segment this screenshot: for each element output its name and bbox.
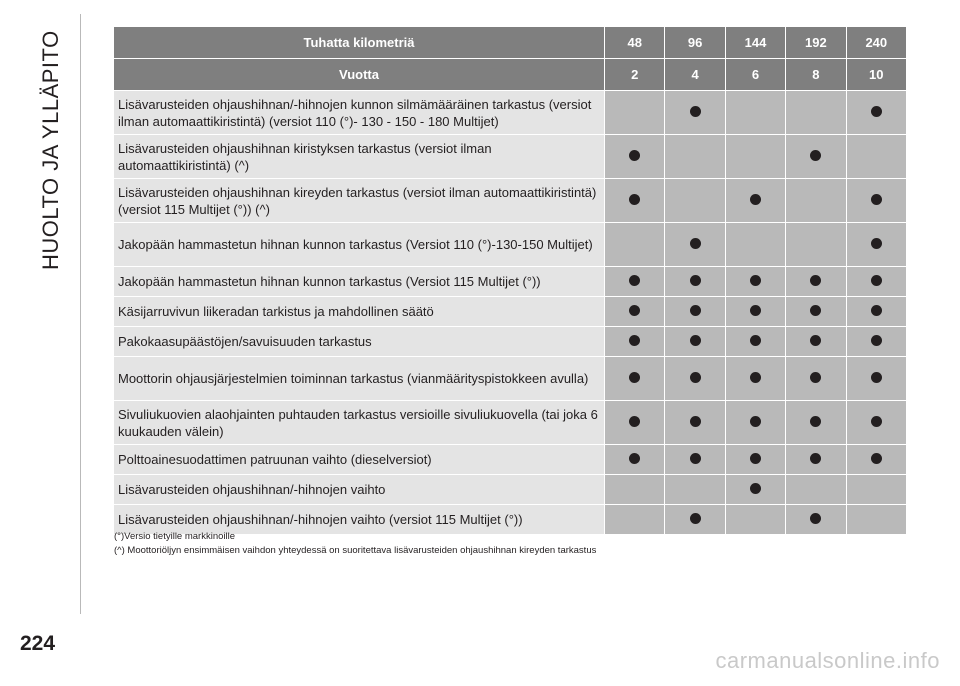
- schedule-cell: [604, 505, 664, 535]
- schedule-cell: [725, 91, 785, 135]
- schedule-cell: [664, 297, 724, 327]
- schedule-cell: [725, 401, 785, 445]
- scheduled-dot-icon: [629, 305, 640, 316]
- schedule-cell: [725, 135, 785, 179]
- scheduled-dot-icon: [690, 238, 701, 249]
- scheduled-dot-icon: [750, 416, 761, 427]
- schedule-cell: [664, 179, 724, 223]
- table-row: [114, 357, 906, 401]
- scheduled-dot-icon: [810, 150, 821, 161]
- scheduled-dot-icon: [690, 372, 701, 383]
- task-description: Lisävarusteiden ohjaushihnan kiristyksen tarkastus (versiot ilman automaattikiristintä) (^): [114, 135, 604, 179]
- schedule-cell: [604, 297, 664, 327]
- task-description: Moottorin ohjausjärjestelmien toiminnan tarkastus (vianmäärityspistokkeen avulla): [114, 357, 604, 401]
- task-description: Sivuliukuovien alaohjainten puhtauden tarkastus versioille sivuliukuovella (tai joka 6 kuukauden välein): [114, 401, 604, 445]
- scheduled-dot-icon: [871, 275, 882, 286]
- schedule-cell: [664, 401, 724, 445]
- header-row-km: [114, 27, 906, 59]
- table-row: [114, 327, 906, 357]
- schedule-cell: [604, 357, 664, 401]
- header-year-value: 8: [785, 59, 845, 91]
- schedule-cell: [725, 357, 785, 401]
- header-km-value: 48: [604, 27, 664, 59]
- scheduled-dot-icon: [871, 194, 882, 205]
- schedule-cell: [604, 475, 664, 505]
- schedule-cell: [604, 135, 664, 179]
- scheduled-dot-icon: [690, 305, 701, 316]
- scheduled-dot-icon: [750, 372, 761, 383]
- scheduled-dot-icon: [629, 335, 640, 346]
- schedule-cell: [785, 267, 845, 297]
- schedule-cell: [664, 505, 724, 535]
- task-description: Polttoainesuodattimen patruunan vaihto (dieselversiot): [114, 445, 604, 475]
- task-description: Jakopään hammastetun hihnan kunnon tarkastus (Versiot 110 (°)-130-150 Multijet): [114, 223, 604, 267]
- header-years-label: Vuotta: [114, 59, 604, 91]
- table-row: [114, 223, 906, 267]
- header-year-value: 10: [846, 59, 906, 91]
- schedule-cell: [785, 135, 845, 179]
- schedule-cell: [604, 91, 664, 135]
- table-row: [114, 135, 906, 179]
- scheduled-dot-icon: [629, 150, 640, 161]
- scheduled-dot-icon: [629, 416, 640, 427]
- header-row-years: [114, 59, 906, 91]
- schedule-cell: [785, 297, 845, 327]
- schedule-cell: [846, 297, 906, 327]
- table-row: [114, 475, 906, 505]
- header-km-value: 192: [785, 27, 845, 59]
- schedule-cell: [664, 327, 724, 357]
- schedule-cell: [664, 223, 724, 267]
- header-year-value: 2: [604, 59, 664, 91]
- schedule-cell: [785, 179, 845, 223]
- schedule-cell: [846, 505, 906, 535]
- scheduled-dot-icon: [690, 513, 701, 524]
- watermark-text: carmanualsonline.info: [715, 648, 940, 673]
- header-year-value: 6: [725, 59, 785, 91]
- task-description: Lisävarusteiden ohjaushihnan kireyden tarkastus (versiot ilman automaattikiristintä) (versiot 115 Multijet (°)) (^): [114, 179, 604, 223]
- schedule-cell: [846, 91, 906, 135]
- table-row: [114, 91, 906, 135]
- header-km-value: 96: [664, 27, 724, 59]
- schedule-cell: [785, 327, 845, 357]
- scheduled-dot-icon: [810, 453, 821, 464]
- scheduled-dot-icon: [810, 335, 821, 346]
- schedule-cell: [604, 179, 664, 223]
- task-description: Käsijarruvivun liikeradan tarkistus ja mahdollinen säätö: [114, 297, 604, 327]
- header-km-label: Tuhatta kilometriä: [114, 27, 604, 59]
- scheduled-dot-icon: [871, 106, 882, 117]
- task-description: Pakokaasupäästöjen/savuisuuden tarkastus: [114, 327, 604, 357]
- scheduled-dot-icon: [871, 335, 882, 346]
- schedule-cell: [604, 267, 664, 297]
- task-description: Lisävarusteiden ohjaushihnan/-hihnojen kunnon silmämääräinen tarkastus (versiot ilman automaattikiristintä) (versiot 110 (°)- 130 - 150 - 180 Multijet): [114, 91, 604, 135]
- section-divider: [80, 14, 81, 614]
- scheduled-dot-icon: [810, 416, 821, 427]
- scheduled-dot-icon: [810, 372, 821, 383]
- footnotes: [114, 530, 596, 558]
- scheduled-dot-icon: [690, 453, 701, 464]
- scheduled-dot-icon: [810, 275, 821, 286]
- scheduled-dot-icon: [690, 275, 701, 286]
- schedule-cell: [785, 445, 845, 475]
- task-description: Jakopään hammastetun hihnan kunnon tarkastus (Versiot 115 Multijet (°)): [114, 267, 604, 297]
- schedule-cell: [785, 223, 845, 267]
- table-row: [114, 401, 906, 445]
- scheduled-dot-icon: [871, 416, 882, 427]
- header-year-value: 4: [664, 59, 724, 91]
- schedule-cell: [846, 445, 906, 475]
- scheduled-dot-icon: [810, 305, 821, 316]
- scheduled-dot-icon: [690, 106, 701, 117]
- scheduled-dot-icon: [810, 513, 821, 524]
- scheduled-dot-icon: [871, 372, 882, 383]
- schedule-cell: [664, 357, 724, 401]
- schedule-cell: [725, 297, 785, 327]
- schedule-cell: [846, 327, 906, 357]
- schedule-cell: [725, 267, 785, 297]
- section-title: HUOLTO JA YLLÄPITO: [38, 30, 63, 270]
- schedule-cell: [846, 135, 906, 179]
- footnote: (°)Versio tietyille markkinoille: [114, 531, 235, 542]
- table-row: [114, 297, 906, 327]
- scheduled-dot-icon: [690, 416, 701, 427]
- scheduled-dot-icon: [750, 335, 761, 346]
- schedule-cell: [664, 475, 724, 505]
- scheduled-dot-icon: [750, 275, 761, 286]
- footnote: (^) Moottoriöljyn ensimmäisen vaihdon yhteydessä on suoritettava lisävarusteiden ohjaushihnan kireyden tarkastus: [114, 545, 597, 556]
- scheduled-dot-icon: [871, 238, 882, 249]
- schedule-cell: [846, 267, 906, 297]
- task-description: Lisävarusteiden ohjaushihnan/-hihnojen vaihto: [114, 475, 604, 505]
- schedule-cell: [785, 505, 845, 535]
- schedule-cell: [725, 445, 785, 475]
- scheduled-dot-icon: [629, 372, 640, 383]
- schedule-cell: [664, 267, 724, 297]
- scheduled-dot-icon: [629, 453, 640, 464]
- schedule-cell: [604, 445, 664, 475]
- table-row: [114, 445, 906, 475]
- header-km-value: 240: [846, 27, 906, 59]
- schedule-cell: [725, 223, 785, 267]
- scheduled-dot-icon: [629, 194, 640, 205]
- task-description: Lisävarusteiden ohjaushihnan/-hihnojen vaihto (versiot 115 Multijet (°)): [114, 505, 604, 535]
- schedule-cell: [725, 475, 785, 505]
- header-km-value: 144: [725, 27, 785, 59]
- schedule-cell: [725, 327, 785, 357]
- schedule-cell: [846, 475, 906, 505]
- scheduled-dot-icon: [871, 305, 882, 316]
- scheduled-dot-icon: [690, 335, 701, 346]
- schedule-cell: [604, 327, 664, 357]
- maintenance-schedule-table: [114, 27, 906, 535]
- scheduled-dot-icon: [750, 483, 761, 494]
- schedule-cell: [664, 91, 724, 135]
- schedule-cell: [785, 475, 845, 505]
- schedule-cell: [604, 401, 664, 445]
- schedule-cell: [846, 223, 906, 267]
- schedule-cell: [664, 135, 724, 179]
- scheduled-dot-icon: [871, 453, 882, 464]
- scheduled-dot-icon: [750, 453, 761, 464]
- page-number: 224: [20, 632, 56, 655]
- schedule-cell: [664, 445, 724, 475]
- scheduled-dot-icon: [750, 194, 761, 205]
- schedule-cell: [785, 91, 845, 135]
- schedule-cell: [725, 505, 785, 535]
- schedule-cell: [785, 401, 845, 445]
- schedule-cell: [604, 223, 664, 267]
- schedule-cell: [785, 357, 845, 401]
- schedule-cell: [846, 179, 906, 223]
- table-row: [114, 267, 906, 297]
- table-row: [114, 179, 906, 223]
- schedule-cell: [725, 179, 785, 223]
- scheduled-dot-icon: [750, 305, 761, 316]
- scheduled-dot-icon: [629, 275, 640, 286]
- schedule-cell: [846, 401, 906, 445]
- schedule-cell: [846, 357, 906, 401]
